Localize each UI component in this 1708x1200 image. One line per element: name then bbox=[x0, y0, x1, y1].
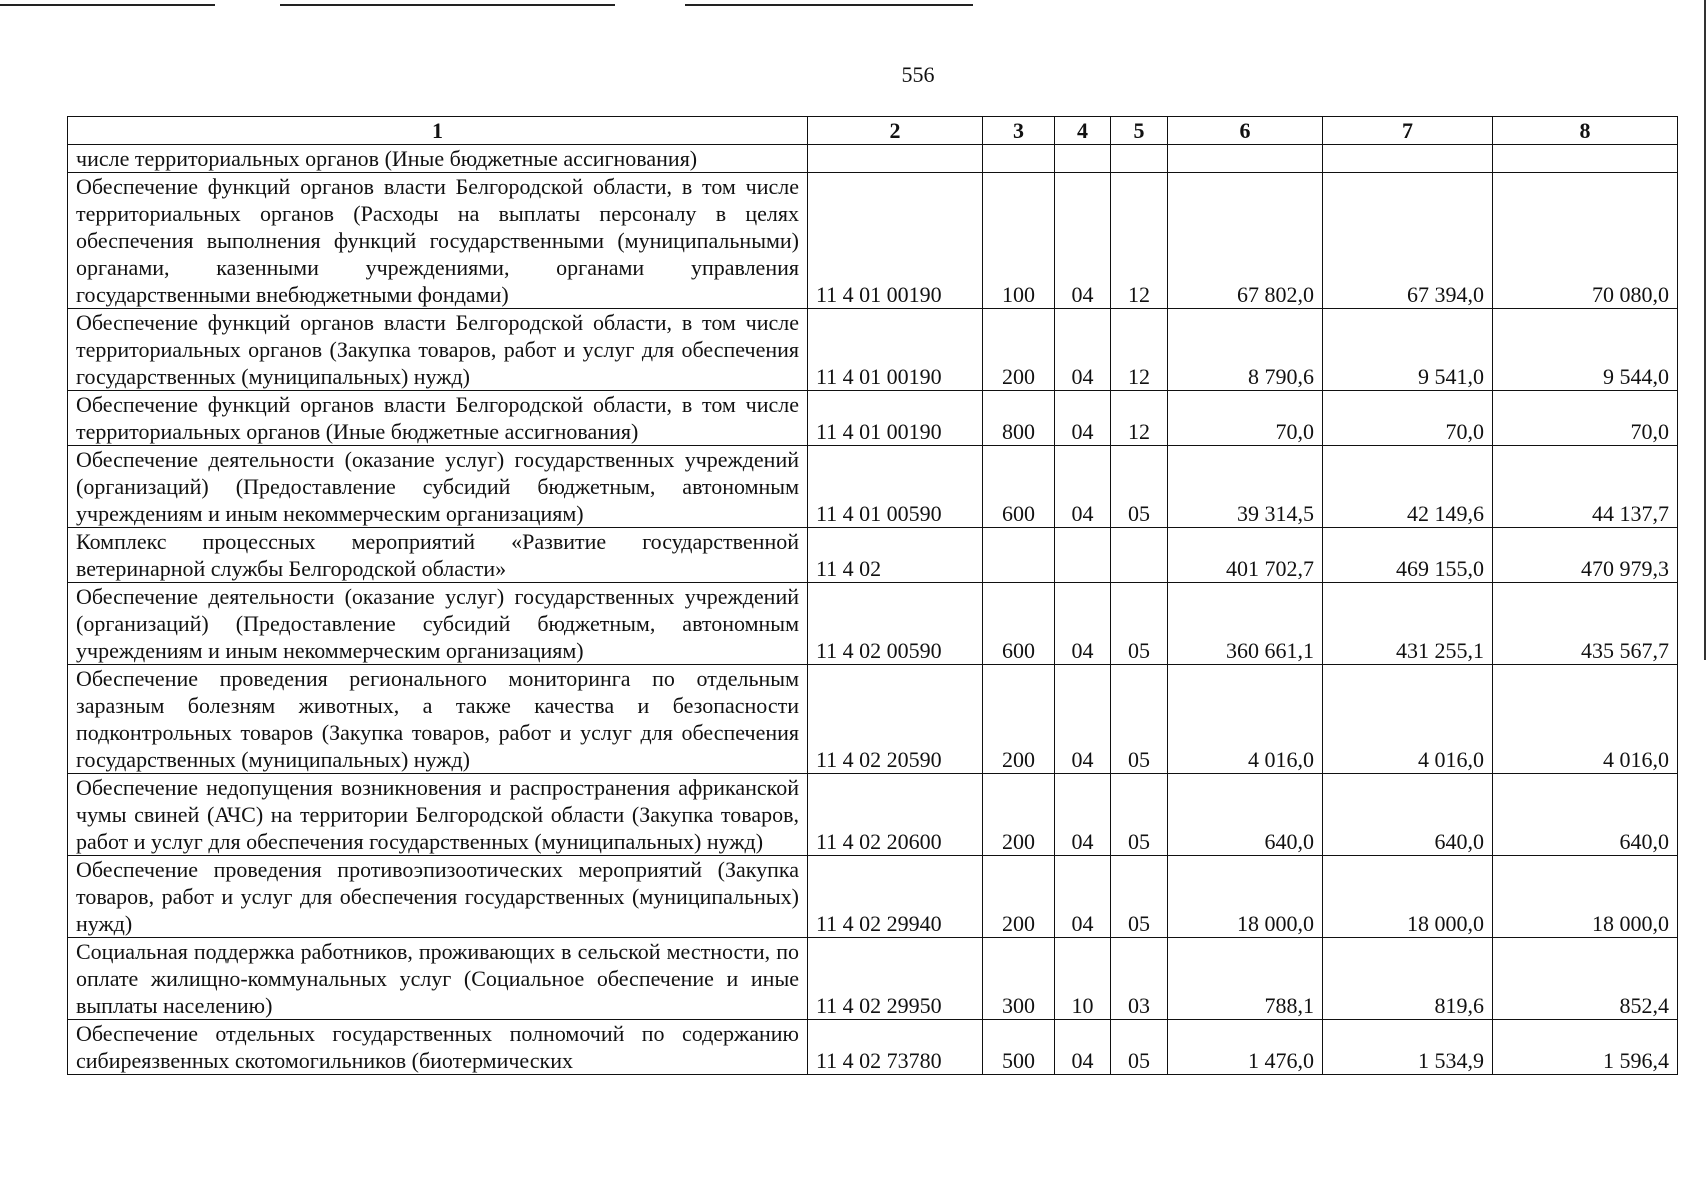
row-amount-col8: 852,4 bbox=[1493, 938, 1678, 1020]
row-amount-col8: 44 137,7 bbox=[1493, 446, 1678, 528]
row-amount-col6: 18 000,0 bbox=[1168, 856, 1323, 938]
row-subsection bbox=[1111, 528, 1168, 583]
row-expense-type: 100 bbox=[983, 173, 1055, 309]
row-classification-code: 11 4 02 29940 bbox=[808, 856, 983, 938]
row-amount-col8: 435 567,7 bbox=[1493, 583, 1678, 665]
row-amount-col8: 640,0 bbox=[1493, 774, 1678, 856]
table-header-row bbox=[68, 117, 1678, 145]
row-expense-type: 200 bbox=[983, 665, 1055, 774]
row-description: Обеспечение функций органов власти Белгородской области, в том числе территориальных органов (Расходы на выплаты персоналу в целях обеспечения выполнения функций государственными (муниципальными) органами, казенными учреждениями, органами управления государственными внебюджетными фондами) bbox=[68, 173, 808, 309]
row-section bbox=[1055, 528, 1111, 583]
table-row bbox=[68, 1020, 1678, 1075]
table-row bbox=[68, 774, 1678, 856]
row-expense-type: 200 bbox=[983, 309, 1055, 391]
table-body bbox=[68, 145, 1678, 1075]
row-amount-col7: 819,6 bbox=[1323, 938, 1493, 1020]
row-description: Обеспечение проведения противоэпизоотических мероприятий (Закупка товаров, работ и услуг для обеспечения государственных (муниципальных) нужд) bbox=[68, 856, 808, 938]
row-section: 04 bbox=[1055, 1020, 1111, 1075]
column-header: 5 bbox=[1111, 117, 1168, 145]
table-row bbox=[68, 856, 1678, 938]
row-subsection: 05 bbox=[1111, 856, 1168, 938]
row-description: Обеспечение деятельности (оказание услуг) государственных учреждений (организаций) (Предоставление субсидий бюджетным, автономным учреждениям и иным некоммерческим организациям) bbox=[68, 446, 808, 528]
row-classification-code: 11 4 02 73780 bbox=[808, 1020, 983, 1075]
row-amount-col8: 1 596,4 bbox=[1493, 1020, 1678, 1075]
table-row bbox=[68, 145, 1678, 173]
row-classification-code: 11 4 01 00590 bbox=[808, 446, 983, 528]
row-amount-col8 bbox=[1493, 145, 1678, 173]
row-amount-col8: 70 080,0 bbox=[1493, 173, 1678, 309]
budget-table bbox=[67, 116, 1678, 1075]
row-amount-col7: 469 155,0 bbox=[1323, 528, 1493, 583]
row-description: Социальная поддержка работников, проживающих в сельской местности, по оплате жилищно-коммунальных услуг (Социальное обеспечение и иные выплаты населению) bbox=[68, 938, 808, 1020]
row-section: 04 bbox=[1055, 774, 1111, 856]
row-amount-col6: 67 802,0 bbox=[1168, 173, 1323, 309]
row-subsection bbox=[1111, 145, 1168, 173]
row-classification-code bbox=[808, 145, 983, 173]
row-subsection: 05 bbox=[1111, 446, 1168, 528]
row-amount-col7: 1 534,9 bbox=[1323, 1020, 1493, 1075]
table-row bbox=[68, 446, 1678, 528]
row-subsection: 05 bbox=[1111, 665, 1168, 774]
row-amount-col6: 4 016,0 bbox=[1168, 665, 1323, 774]
row-amount-col8: 4 016,0 bbox=[1493, 665, 1678, 774]
column-header: 8 bbox=[1493, 117, 1678, 145]
row-classification-code: 11 4 01 00190 bbox=[808, 391, 983, 446]
row-amount-col6: 360 661,1 bbox=[1168, 583, 1323, 665]
table-row bbox=[68, 309, 1678, 391]
row-section: 04 bbox=[1055, 446, 1111, 528]
row-description: Обеспечение функций органов власти Белгородской области, в том числе территориальных органов (Закупка товаров, работ и услуг для обеспечения государственных (муниципальных) нужд) bbox=[68, 309, 808, 391]
row-section bbox=[1055, 145, 1111, 173]
row-amount-col7: 70,0 bbox=[1323, 391, 1493, 446]
row-subsection: 05 bbox=[1111, 774, 1168, 856]
row-subsection: 12 bbox=[1111, 391, 1168, 446]
row-subsection: 03 bbox=[1111, 938, 1168, 1020]
row-section: 10 bbox=[1055, 938, 1111, 1020]
row-section: 04 bbox=[1055, 173, 1111, 309]
scan-edge-mark bbox=[1704, 0, 1706, 660]
table-row bbox=[68, 173, 1678, 309]
row-amount-col6: 1 476,0 bbox=[1168, 1020, 1323, 1075]
row-classification-code: 11 4 02 bbox=[808, 528, 983, 583]
row-section: 04 bbox=[1055, 309, 1111, 391]
row-amount-col6: 640,0 bbox=[1168, 774, 1323, 856]
row-description: числе территориальных органов (Иные бюджетные ассигнования) bbox=[68, 145, 808, 173]
row-amount-col7: 9 541,0 bbox=[1323, 309, 1493, 391]
row-amount-col7: 431 255,1 bbox=[1323, 583, 1493, 665]
top-border-line bbox=[280, 4, 615, 6]
row-expense-type: 600 bbox=[983, 446, 1055, 528]
row-amount-col7: 42 149,6 bbox=[1323, 446, 1493, 528]
row-amount-col7: 67 394,0 bbox=[1323, 173, 1493, 309]
row-section: 04 bbox=[1055, 391, 1111, 446]
row-subsection: 12 bbox=[1111, 173, 1168, 309]
column-header: 2 bbox=[808, 117, 983, 145]
row-subsection: 05 bbox=[1111, 583, 1168, 665]
row-amount-col8: 9 544,0 bbox=[1493, 309, 1678, 391]
table-row bbox=[68, 938, 1678, 1020]
row-amount-col6: 39 314,5 bbox=[1168, 446, 1323, 528]
row-classification-code: 11 4 01 00190 bbox=[808, 173, 983, 309]
column-header: 3 bbox=[983, 117, 1055, 145]
row-description: Обеспечение функций органов власти Белгородской области, в том числе территориальных органов (Иные бюджетные ассигнования) bbox=[68, 391, 808, 446]
top-border-line bbox=[0, 4, 215, 6]
row-classification-code: 11 4 02 20600 bbox=[808, 774, 983, 856]
row-expense-type: 800 bbox=[983, 391, 1055, 446]
row-amount-col8: 18 000,0 bbox=[1493, 856, 1678, 938]
row-description: Обеспечение недопущения возникновения и распространения африканской чумы свиней (АЧС) на территории Белгородской области (Закупка товаров, работ и услуг для обеспечения государственных (муниципальных) нужд) bbox=[68, 774, 808, 856]
row-subsection: 05 bbox=[1111, 1020, 1168, 1075]
row-amount-col6: 401 702,7 bbox=[1168, 528, 1323, 583]
row-amount-col7: 4 016,0 bbox=[1323, 665, 1493, 774]
row-amount-col7: 18 000,0 bbox=[1323, 856, 1493, 938]
table-row bbox=[68, 583, 1678, 665]
row-amount-col6 bbox=[1168, 145, 1323, 173]
column-header: 7 bbox=[1323, 117, 1493, 145]
column-header: 4 bbox=[1055, 117, 1111, 145]
row-subsection: 12 bbox=[1111, 309, 1168, 391]
row-amount-col8: 470 979,3 bbox=[1493, 528, 1678, 583]
row-description: Обеспечение деятельности (оказание услуг) государственных учреждений (организаций) (Предоставление субсидий бюджетным, автономным учреждениям и иным некоммерческим организациям) bbox=[68, 583, 808, 665]
row-amount-col6: 8 790,6 bbox=[1168, 309, 1323, 391]
row-expense-type: 600 bbox=[983, 583, 1055, 665]
row-expense-type bbox=[983, 528, 1055, 583]
table-row bbox=[68, 391, 1678, 446]
row-classification-code: 11 4 01 00190 bbox=[808, 309, 983, 391]
row-amount-col7 bbox=[1323, 145, 1493, 173]
row-classification-code: 11 4 02 20590 bbox=[808, 665, 983, 774]
row-amount-col6: 70,0 bbox=[1168, 391, 1323, 446]
row-classification-code: 11 4 02 29950 bbox=[808, 938, 983, 1020]
table-row bbox=[68, 665, 1678, 774]
table-row bbox=[68, 528, 1678, 583]
row-description: Комплекс процессных мероприятий «Развитие государственной ветеринарной службы Белгородской области» bbox=[68, 528, 808, 583]
row-expense-type: 300 bbox=[983, 938, 1055, 1020]
row-classification-code: 11 4 02 00590 bbox=[808, 583, 983, 665]
row-amount-col8: 70,0 bbox=[1493, 391, 1678, 446]
row-expense-type: 200 bbox=[983, 856, 1055, 938]
row-expense-type bbox=[983, 145, 1055, 173]
row-description: Обеспечение проведения регионального мониторинга по отдельным заразным болезням животных, а также качества и безопасности подконтрольных товаров (Закупка товаров, работ и услуг для обеспечения государственных (муниципальных) нужд) bbox=[68, 665, 808, 774]
row-amount-col6: 788,1 bbox=[1168, 938, 1323, 1020]
row-section: 04 bbox=[1055, 583, 1111, 665]
top-border-line bbox=[685, 4, 973, 6]
column-header: 6 bbox=[1168, 117, 1323, 145]
page-number: 556 bbox=[901, 62, 935, 87]
row-section: 04 bbox=[1055, 665, 1111, 774]
row-description: Обеспечение отдельных государственных полномочий по содержанию сибиреязвенных скотомогильников (биотермических bbox=[68, 1020, 808, 1075]
column-header: 1 bbox=[68, 117, 808, 145]
row-amount-col7: 640,0 bbox=[1323, 774, 1493, 856]
row-expense-type: 200 bbox=[983, 774, 1055, 856]
row-section: 04 bbox=[1055, 856, 1111, 938]
row-expense-type: 500 bbox=[983, 1020, 1055, 1075]
